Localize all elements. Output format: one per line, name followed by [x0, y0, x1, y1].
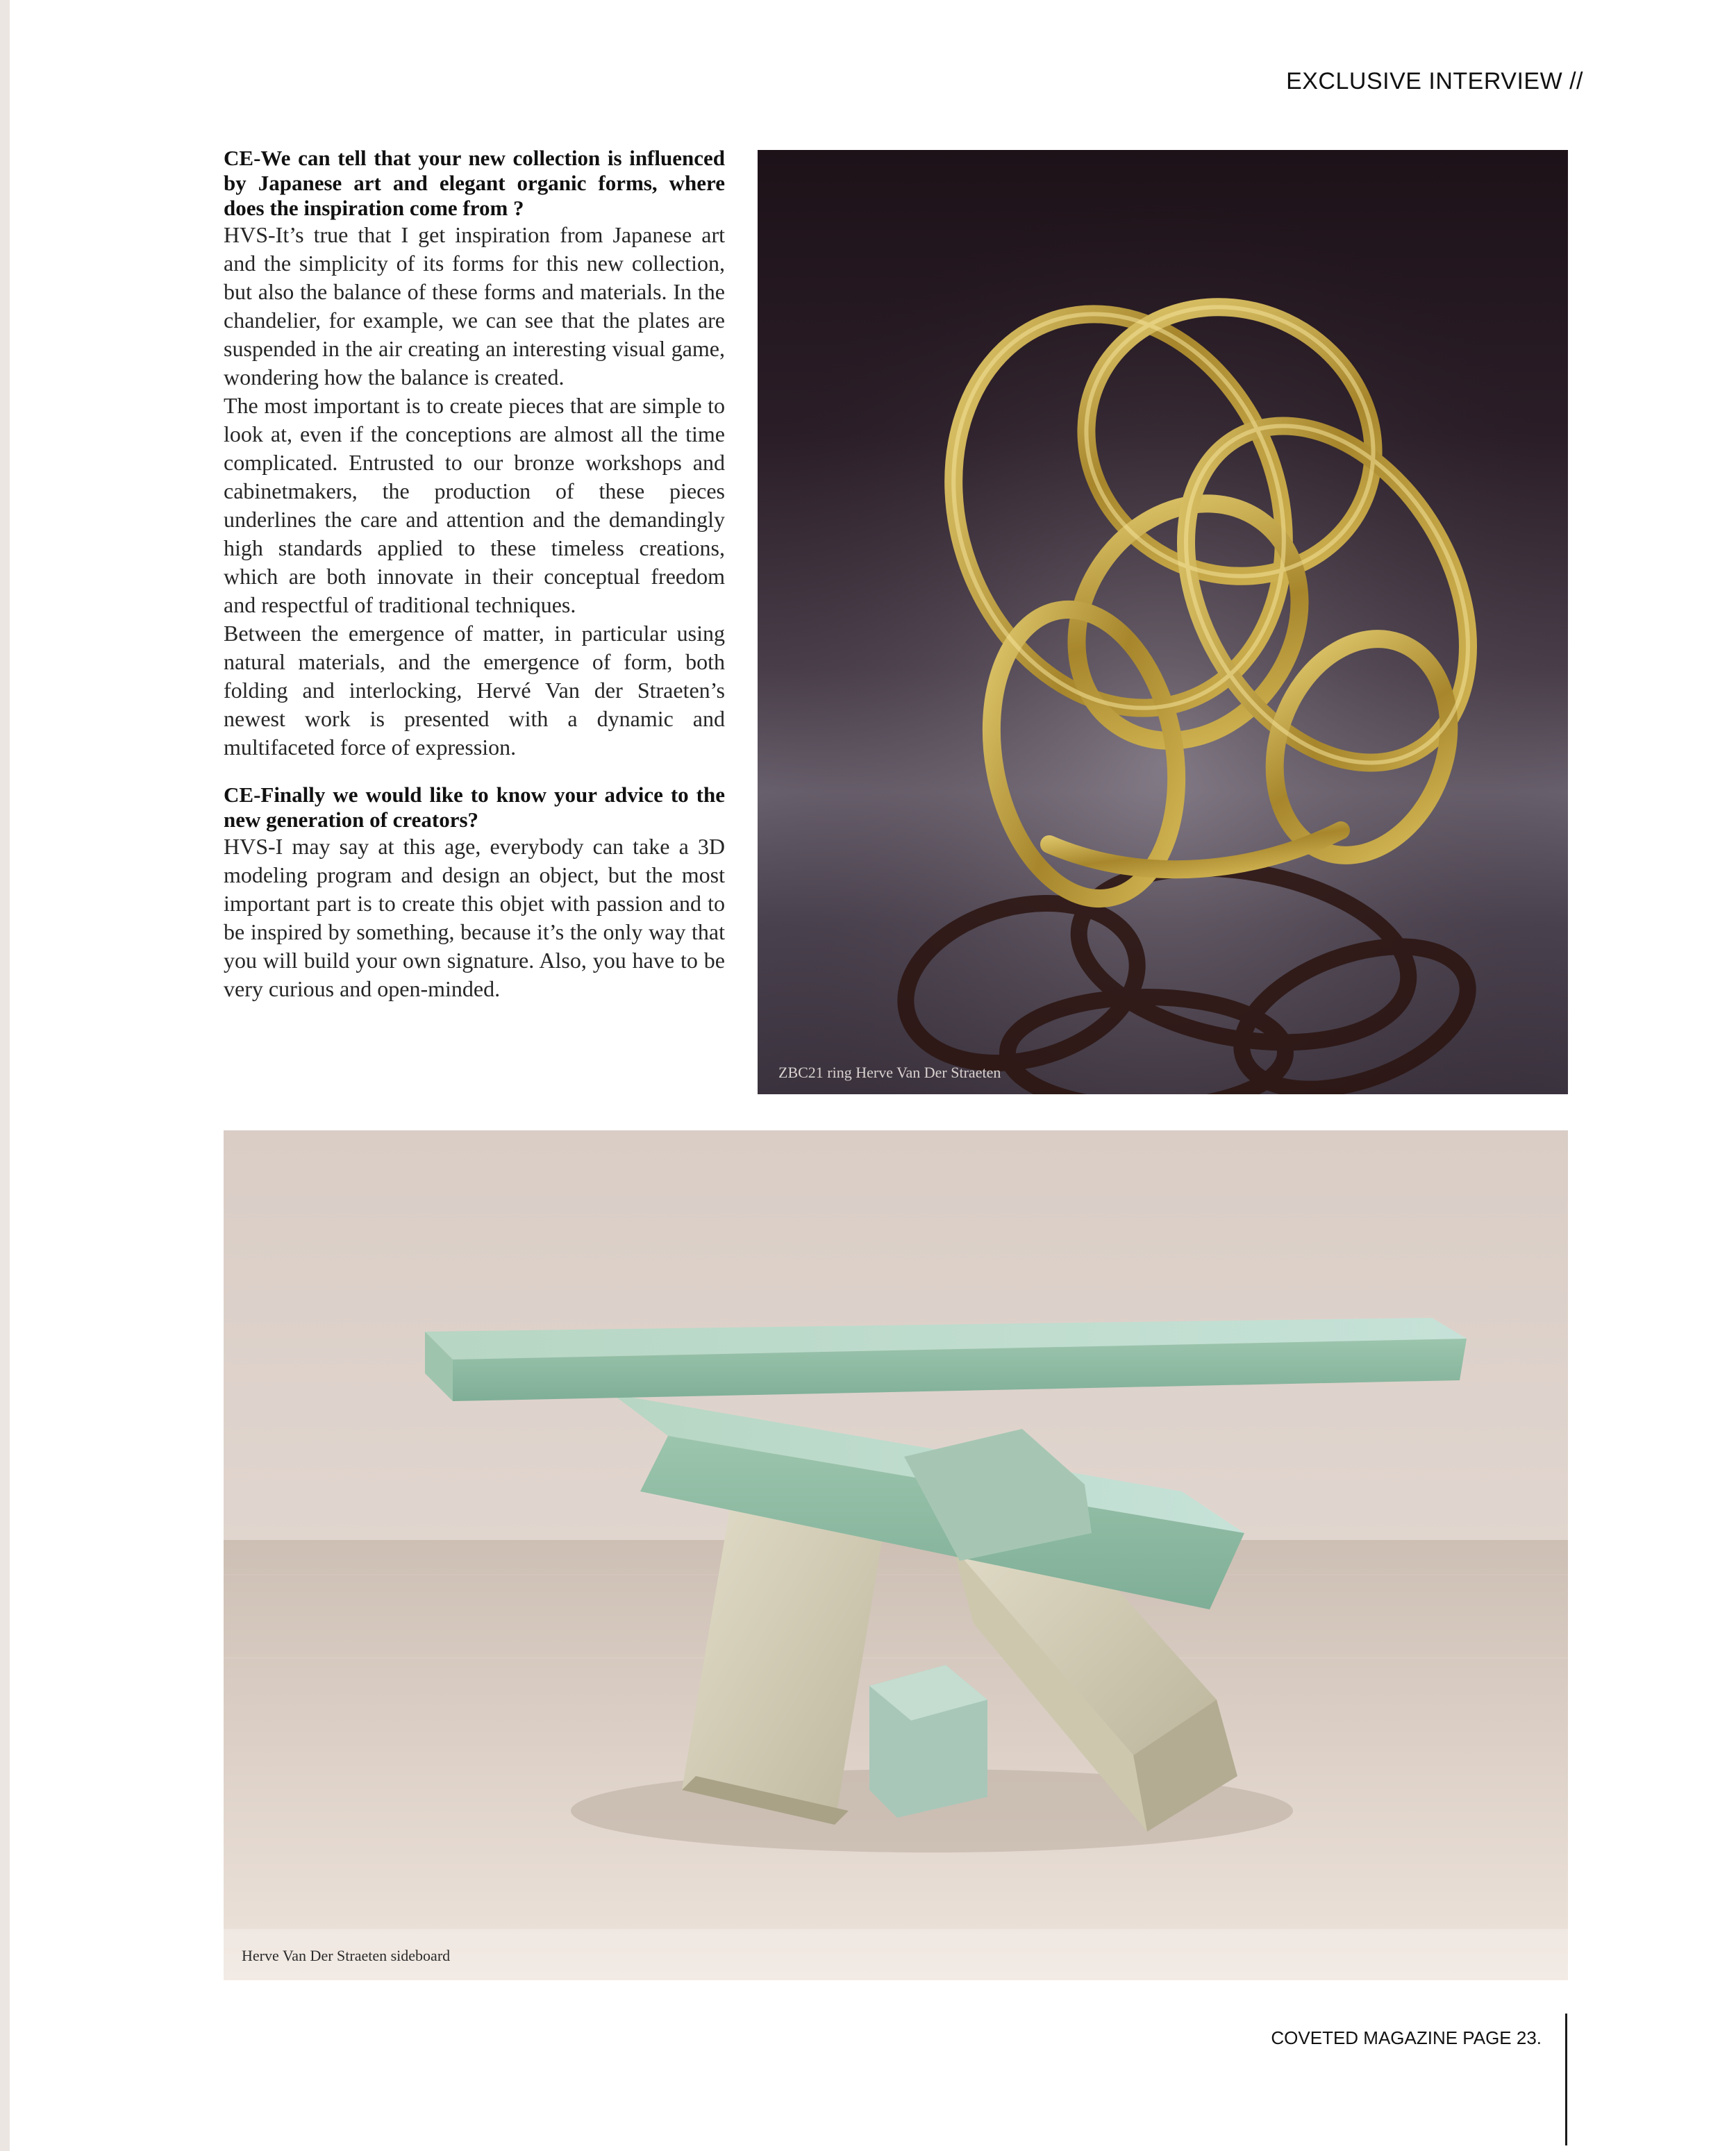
answer-1-paragraph-1: HVS-It’s true that I get inspiration from Japanese art and the simplicity of its forms for this new collection, but also the balance of these forms and materials. In the chandelier, for example, we can see that the plates are suspended in the air creating an interesting visual game, wondering how the balance is created. [224, 222, 725, 390]
footer-page-label: COVETED MAGAZINE PAGE 23. [1271, 2027, 1542, 2048]
page-edge [0, 0, 10, 2151]
article-body [224, 146, 725, 1003]
ring-sculpture-illustration [758, 150, 1568, 1094]
ring-caption: ZBC21 ring Herve Van Der Straeten [778, 1064, 1001, 1081]
section-header: EXCLUSIVE INTERVIEW // [1286, 68, 1583, 94]
sideboard-photo [224, 1130, 1568, 1980]
paragraph-gap [224, 762, 725, 782]
answer-1-paragraph-2: The most important is to create pieces that are simple to look at, even if the conceptions are almost all the time complicated. Entrusted to our bronze workshops and cabinetmakers, the production of these pieces underlines the care and attention and the demandingly high standards applied to these timeless creations, which are both innovate in their conceptual freedom and respectful of traditional techniques. [224, 393, 725, 617]
question-2: CE-Finally we would like to know your advice to the new generation of creators? [224, 782, 725, 832]
answer-2: HVS-I may say at this age, everybody can take a 3D modeling program and design an object, but the most important part is to create this objet with passion and to be inspired by something, because it’s the only way that you will build your own signature. Also, you have to be very curious and open-minded. [224, 834, 725, 1001]
sideboard-caption: Herve Van Der Straeten sideboard [242, 1947, 451, 1964]
answer-1-paragraph-3: Between the emergence of matter, in particular using natural materials, and the emergence of form, both folding and interlocking, Hervé Van der Straeten’s newest work is presented with a dynamic and multifaceted force of expression. [224, 621, 725, 760]
sideboard-illustration [224, 1130, 1568, 1980]
ring-photo [758, 150, 1568, 1094]
footer-divider [1565, 2014, 1567, 2145]
question-1: CE-We can tell that your new collection is influenced by Japanese art and elegant organic forms, where does the inspiration come from ? [224, 146, 725, 220]
